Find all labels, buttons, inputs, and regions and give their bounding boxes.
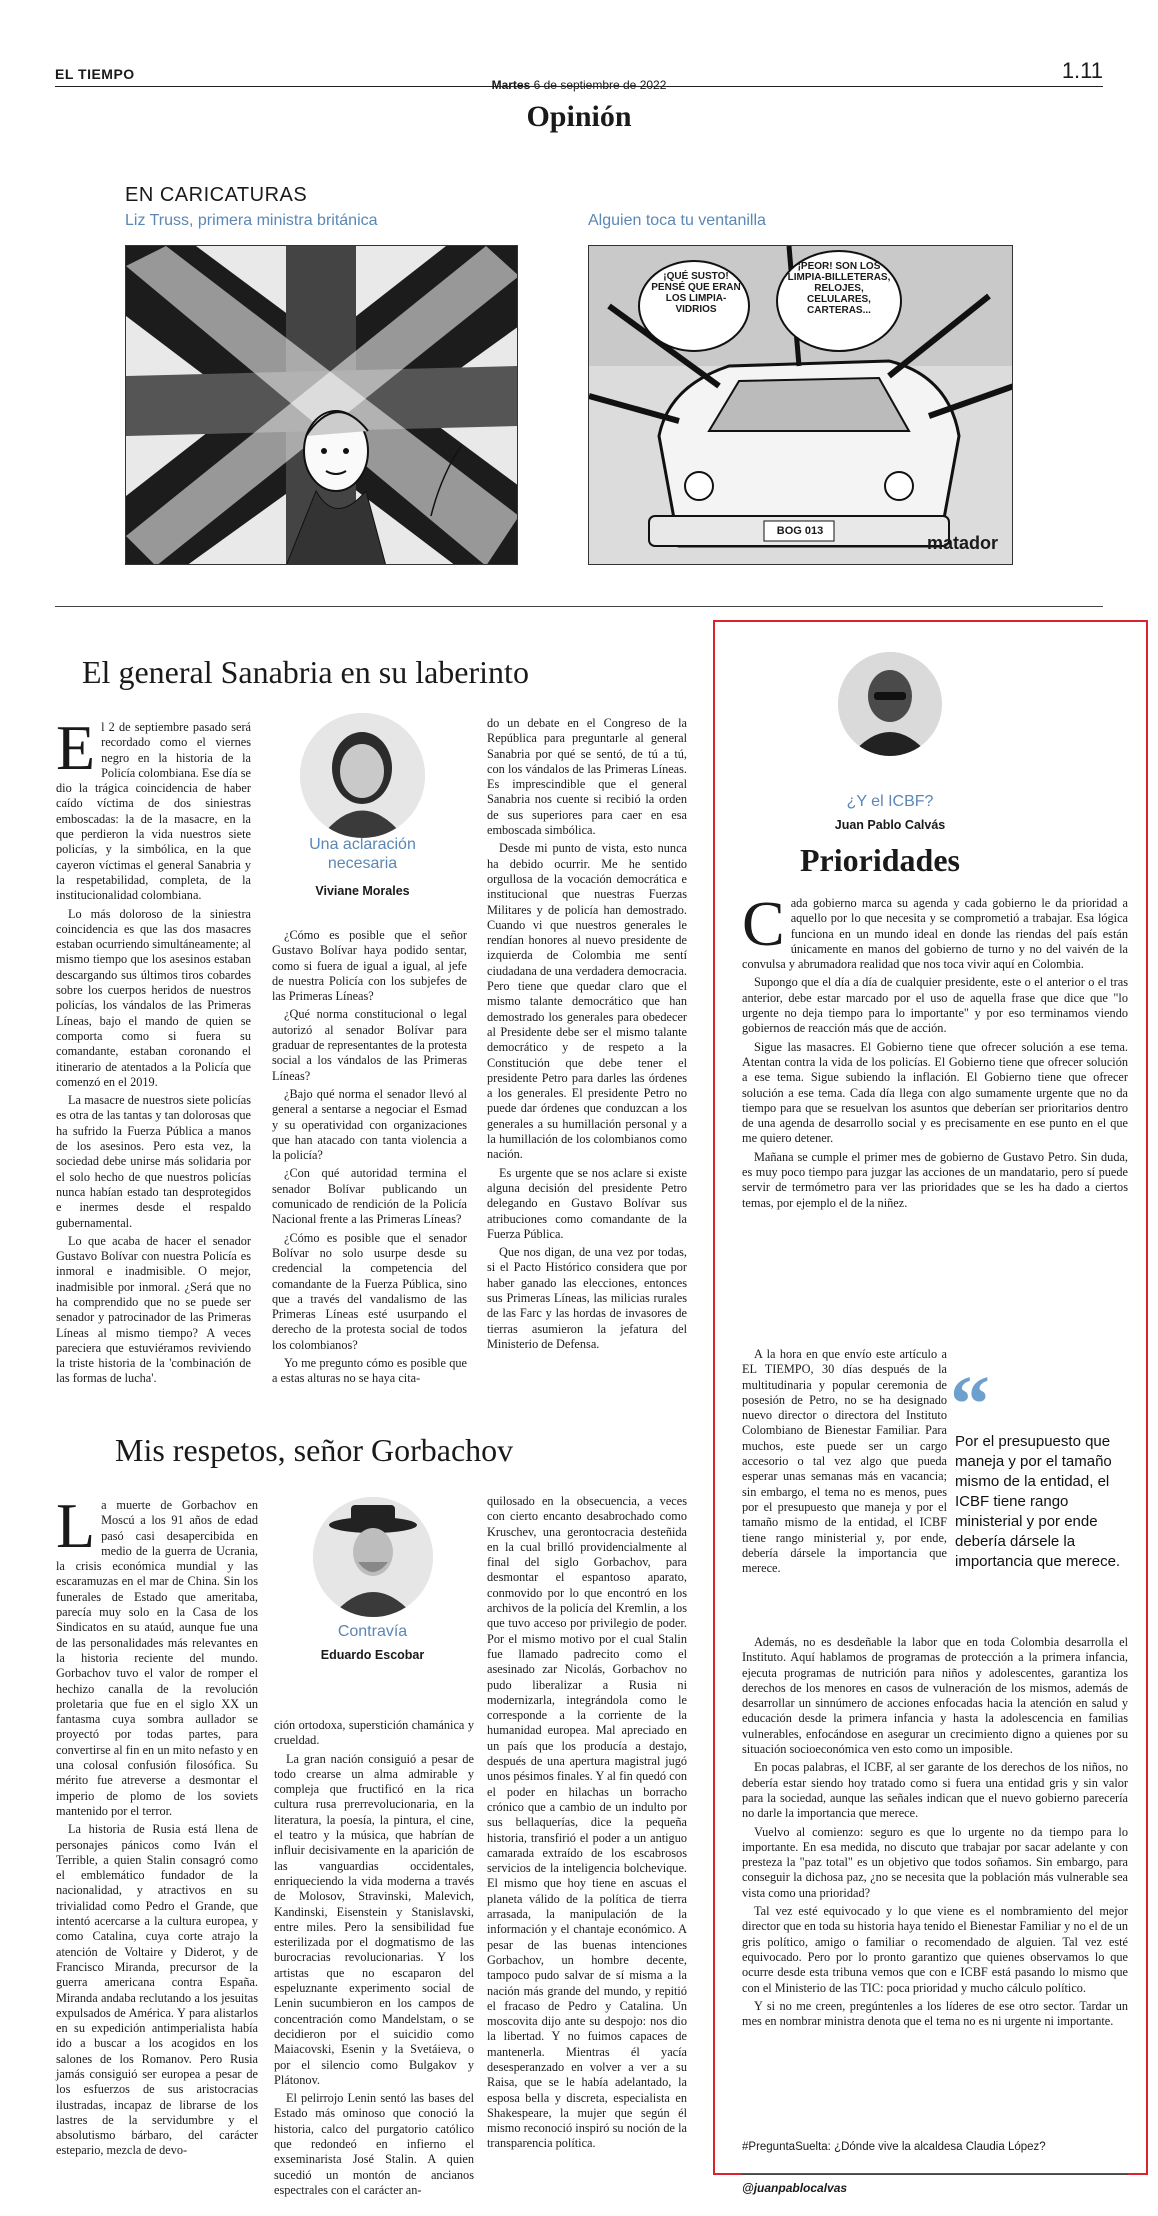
prioridades-dropcap: C [742,888,785,959]
cartoon-signature: matador [926,533,998,553]
sanabria-paragraph: Lo más doloroso de la siniestra coincidencia es que las dos masacres estaban ocurriendo simultáneamente; al mismo tiempo que los asesinos estaban descargando sus últimos tiros cobardes sobre los cuerpos heridos de nuestros policías, los vándalos de las Primeras Líneas, bajo el mando de quien se comporta como si fuera su comandante, estaban coronando el itinerario de atentados a la Policía que comenzó en el 2019. [56,906,251,1089]
sanabria-paragraph: Lo que acaba de hacer el senador Gustavo Bolívar con nuestra Policía es inmoral e inadmisible. O mejor, inadmisible por inmoral. ¿Será que no ha comprendido que no se puede ser senador y patrocinador de las Primeras Líneas al mismo tiempo? A veces pareciera que estuviéramos reviviendo la triste historia de la 'combinación de las formas de lucha'. [56,1233,251,1386]
sanabria-paragraph: l 2 de septiembre pasado será recordado como el viernes negro en la historia de la Policía colombiana. Ese día se dio la trágica coincidencia de haber caído víctima de dos siniestras emboscadas: la de la masacre, en la que perdieron la vida nuestros siete policías, y la simbólica, en la que cayeron víctimas el general Sanabria y la respetabilidad, completa, de la institucionalidad colombiana. [56,720,252,903]
prioridades-paragraph: ada gobierno marca su agenda y cada gobierno le da prioridad a aquello por lo que necesita y se comprometió a trabajar. Esa lógica funciona en un mundo ideal en donde las riendas del país están únicamente en manos del gobierno de turno y no del vaivén de la convulsa y abrumadora realidad que nos toca vivir aquí en Colombia. [742,896,1128,972]
section-title: Opinión [526,100,632,133]
sanabria-dropcap: E [56,712,96,783]
gorbachov-column-3 [487,1494,687,2155]
gorbachov-article-title: Mis respetos, señor Gorbachov [115,1432,514,1468]
sanabria-author-name: Viviane Morales [315,884,410,898]
masthead: EL TIEMPO [55,66,135,82]
gorbachov-column-name: Contravía [337,1623,408,1640]
prioridades-author-handle[interactable]: @juanpablocalvas [742,2181,848,2195]
author-portrait-icon [838,652,942,756]
prioridades-top-text [742,888,1128,1214]
sanabria-column-name: Una aclaración necesaria [309,836,416,872]
cartoon-right-image [588,245,1013,565]
prioridades-column-name: ¿Y el ICBF? [846,793,934,810]
cartoon-left-caption: Liz Truss, primera ministra británica [125,212,378,229]
prioridades-paragraph: Sigue las masacres. El Gobierno tiene que ofrecer solución a ese tema. Atentan contra la vida de los policías. El Gobierno tiene que ofrecer solución a ese tema. Sigue subiendo la inflación. El Gobierno tiene que ofrecer solución a ese tema. Cada día llega con algo sumamente urgente que no da tiempo para que se resuelvan los asuntos que deberían ser prioritarios dentro de una agenda de desarrollo social y es precisamente en ese punto en el que me quiero detener. [742,1039,1128,1146]
sanabria-author-photo [300,713,425,838]
union-jack-cartoon-illustration [126,246,518,565]
gorbachov-paragraph: La gran nación consiguió a pesar de todo crearse un alma admirable y compleja que fructificó en la rica cultura rusa prerrevolucionaria, en la literatura, la poesía, la pintura, el cine, el teatro y la música, que habrían de influir decisivamente en la aparición de las vanguardias occidentales, enriqueciendo la vida moderna a través de Molosov, Stravinski, Malevich, Kandinski, Eisenstein y Stanislavski, entre miles. Pero la sensibilidad fue esterilizada por el dogmatismo de las burocracias revolucionarias. Y los artistas que no escaparon del espeluznante experimento social de Lenin sucumbieron en los campos de concentración como Mandelstam, o se decidieron por el suicidio como Maiacovski, Esenin y la Svetáieva, o por el silencio como Bulgakov y Plátonov. [274,1751,474,2087]
author-portrait-icon [300,713,425,838]
page-number: 1.11 [1061,58,1103,83]
cartoon-divider [55,606,1103,607]
gorbachov-paragraph: ción ortodoxa, superstición chamánica y crueldad. [274,1718,474,1748]
gorbachov-column-2 [274,1718,474,2201]
gorbachov-paragraph: quilosado en la obsecuencia, a veces con cierto encanto desabrochado como Kruschev, una gerontocracia desteñida en la cual brilló providencialmente al final del siglo Gorbachov, para desmontar el espantoso aparato, conmovido por lo que encontró en los archivos de la policía del Kremlin, a los que tuvo acceso por privilegio de poder. Por el mismo motivo por el cual Stalin fue llamado padrecito como el asesinado zar Nicolás, Gorbachov no pudo liberalizar a Rusia ni modernizarla, integrándola como le corresponde a la corriente de la humanidad europea. Mal apreciado en un país que los producía a destajo, después de una apertura magistral jugó unos pésimos finales. Y al fin quedó con el poder en hilachas un borracho crónico que a cambio de un indulto por sus bellaquerías, dice la pequeña historia, transfirió el poder a un antiguo camarada extraído de los escabrosos servicios de la inteligencia bolchevique. El mismo que hoy tiene en ascuas el planeta válido de la política de tierra arrasada, la manipulación de la información y el chantaje económico. A pesar de las buenas intenciones Gorbachov, un hombre decente, tampoco pudo salvar de sí misma a la nación más grande del mundo, y repitió el fracaso de Pedro y Catalina. Un moscovita dijo ante su despojo: nos dio la libertad. Y no fuimos capaces de mantenerla. Mientras él yacía desesperanzado en volver a ver a su Raisa, que se le había adelantado, la esposa bella y discreta, especialista en Shakespeare, la mujer que según él mismo reconoció inspiró su noción de la transparencia política. [487,1494,687,2151]
prioridades-paragraph: A la hora en que envío este artículo a EL TIEMPO, 30 días después de la multitudinaria y popular ceremonia de posesión de Petro, no se ha designado nuevo director o directora del Instituto Colombiano de Bienestar Familiar. Para muchos, este puede ser un cargo accesorio o tal vez algo que pueda esperar unas semanas más en vacancia; sin embargo, el tema no es menos, pues por el presupuesto que maneja y por el tamaño mismo de la entidad, el ICBF tiene rango ministerial y, por ende, debería dársele la importancia que merece. [742,1347,947,1576]
sanabria-paragraph: Desde mi punto de vista, esto nunca ha debido ocurrir. Me he sentido orgullosa de la vocación democrática e institucional que nuestras Fuerzas Militares y de policía han demostrado. Cuando vi que nuestros generales le rendían honores al nuevo presidente de izquierda de Colombia me sentí ciudadana de una verdadera democracia. Pero tiene que quedar claro que el mismo talante democrático que han demostrado los generales para obedecer al Presidente debe ser el mismo talante democrático y de respeto a la Constitución que debe tener el presidente Petro para darles las órdenes a los generales. El presidente Petro no puede dar órdenes que conduzcan a los generales a su humillación personal y a la humillación de los colombianos como nación. [487,841,687,1162]
cartoon-license-plate: BOG 013 [776,525,824,537]
prioridades-author-photo [838,652,942,756]
sanabria-paragraph: La masacre de nuestros siete policías es otra de las tantas y tan dolorosas que ha sufrido la Fuerza Pública a manos de los asesinos. Pero esta vez, la sociedad debe unirse más solidaria por el solo hecho de que nuestros policías nunca habían estado tan desprotegidos e inermes desde el respaldo gubernamental. [56,1093,251,1230]
prioridades-bottom-text [742,1635,1128,2032]
prioridades-footer-rule [742,2174,1128,2175]
header-rule [55,86,1103,87]
cartoon-right-caption: Alguien toca tu ventanilla [588,212,766,229]
prioridades-footer-question: #PreguntaSuelta: ¿Dónde vive la alcaldesa Claudia López? [742,2141,1046,2153]
prioridades-narrow-text [742,1347,947,1579]
sanabria-column-2 [272,928,467,1390]
sanabria-paragraph: ¿Cómo es posible que el señor Gustavo Bolívar haya podido sentar, como si fuera de igual a igual, al jefe de nuestra Policía con los subjefes de las Primeras Líneas? [272,928,467,1004]
quote-mark-icon: “ [950,1361,990,1449]
sanabria-paragraph: ¿Bajo qué norma el senador llevó al general a sentarse a negociar el Esmad y su operatividad con organizaciones que han atacado con tanta violencia a la policía? [272,1086,467,1163]
author-portrait-icon [313,1497,433,1617]
prioridades-pull-quote: Por el presupuesto que maneja y por el tamaño mismo de la entidad, el ICBF tiene rango ministerial y por ende debería dársele la importancia que merece. [955,1433,1121,1570]
gorbachov-paragraph: El pelirrojo Lenin sentó las bases del Estado más ominoso que conoció la historia, calco del purgatorio católico que redondeó en infierno el exseminarista José Stalin. A quien sucedió un montón de ancianos espectrales con el carácter an- [274,2091,474,2197]
date-rest: 6 de septiembre de 2022 [533,78,667,92]
prioridades-author-name: Juan Pablo Calvás [834,818,946,832]
cartoon-speech-bubble-1: ¡QUÉ SUSTO! PENSÉ QUE ERAN LOS LIMPIA-VIDRIOS [651,271,741,315]
sanabria-paragraph: ¿Con qué autoridad termina el senador Bolívar publicando un comunicado de rendición de la Policía Nacional frente a las Primeras Líneas? [272,1166,467,1227]
sanabria-paragraph: Que nos digan, de una vez por todas, si el Pacto Histórico considera que por haber ganado las elecciones, entonces sus Primeras Líneas, las milicias rurales de las Farc y las hordas de invasores de tierras asumieron la jefatura del Ministerio de Defensa. [487,1245,687,1351]
prioridades-article-title: Prioridades [800,842,960,878]
prioridades-paragraph: Supongo que el día a día de cualquier presidente, este o el anterior o el tras anterior, debe estar marcado por el uso de aquella frase que dice que "lo urgente no deja tiempo para lo importante" y por eso terminamos viendo gobiernos de reacción más que de acción. [742,975,1128,1036]
gorbachov-author-name: Eduardo Escobar [320,1648,425,1662]
prioridades-paragraph: En pocas palabras, el ICBF, al ser garante de los derechos de los niños, no debería estar siendo hoy tratado como si fuera una entidad gris y sin valor para la sociedad, aunque las señales indican que el nuevo gobierno parecería no darle la importancia que merece. [742,1760,1128,1821]
sanabria-paragraph: do un debate en el Congreso de la República para preguntarle al general Sanabria por qué se sentó, de tú a tú, con los vándalos de las Primeras Líneas. Es imprescindible que el general Sanabria nos cuente si recibió la orden de sus superiores para caer en esa emboscada simbólica. [487,716,687,838]
prioridades-paragraph: Y si no me creen, pregúntenles a los líderes de ese otro sector. Tardar un mes en nombrar ministra denota que el tema no es ni urgente ni importante. [742,1998,1128,2029]
prioridades-paragraph: Tal vez esté equivocado y lo que viene es el nombramiento del mejor director que en toda su historia haya tenido el Bienestar Familiar y no el de un gris político, amigo o familiar o recomendado de alguien. Tal vez esté equivocado. Pero por lo pronto garantizo que quienes observamos lo que ocurre desde esta tribuna vemos que con e ICBF está pasando lo mismo que con el Ministerio de las TIC: poca prioridad y mucho cálculo político. [742,1904,1128,1995]
sanabria-paragraph: Es urgente que se nos aclare si existe alguna decisión del presidente Petro delegando en Gustavo Bolívar sus atribuciones como comandante de la Fuerza Pública. [487,1165,687,1241]
date-day: Martes [491,78,531,92]
gorbachov-dropcap: L [56,1490,96,1561]
cartoons-kicker: EN CARICATURAS [125,184,308,206]
cartoon-left-image [125,245,518,565]
prioridades-paragraph: Mañana se cumple el primer mes de gobierno de Gustavo Petro. Sin duda, es muy poco tiempo para juzgar las acciones de un mandatario, pero sí puede servir de termómetro para ver las prioridades que se les ha dado a ciertos temas, por ejemplo el de la niñez. [742,1149,1128,1210]
sanabria-article-title: El general Sanabria en su laberinto [82,654,529,690]
dateline [0,78,1158,92]
gorbachov-author-photo [313,1497,433,1617]
prioridades-paragraph: Además, no es desdeñable la labor que en toda Colombia desarrolla el Instituto. Aquí hablamos de programas de protección a la primera infancia, ejecuta programas de nutrición para niños y adolescentes, garantiza los derechos de los menores en casos de vulneración de los mismos, además de desarrollar un sinnúmero de acciones enfocadas hacia la atención en salud y educación desde la primera infancia y hasta la adolescencia en familias vulnerables, enfocándose en asegurar un crecimiento digno a quienes por su situación socioeconómica ven esto como un imposible. [742,1635,1128,1757]
cartoon-speech-bubble-2: ¡PEOR! SON LOS LIMPIA-BILLETERAS, RELOJES, CELULARES, CARTERAS... [787,261,891,316]
gorbachov-column-1 [56,1490,258,2162]
gorbachov-paragraph: La historia de Rusia está llena de personajes pánicos como Iván el Terrible, a quien Stalin consagró como el emblemático fundador de la nacionalidad, y atractivos en su trivialidad como Pedro el Grande, que intentó acercarse a la cultura europea, y como Catalina, cuya corte atrajo la atención de Voltaire y Diderot, y de Francisco Miranda, precursor de la guerra americana contra España. Miranda andaba reclutando a los jesuitas expulsados de América. Y para alistarlos en su expedición antimperialista había ido a buscar a los acogidos en los salones de los Romanov. Pero Rusia jamás consiguió ser europea a pesar de los esfuerzos de sus aristocracias ilustradas, incapaz de librarse de los lastres de la servidumbre y el absolutismo bárbaro, del carácter estepario, mezcla de devo- [56,1822,258,2158]
sanabria-paragraph: ¿Cómo es posible que el senador Bolívar no solo usurpe desde su credencial la competencia del comandante de la Fuerza Pública, sino que a través del vandalismo de las Primeras Líneas esté usurpando el derecho de la protesta social de todos los colombianos? [272,1230,467,1352]
sanabria-paragraph: ¿Qué norma constitucional o legal autorizó al senador Bolívar para graduar de representantes de la protesta social a los vándalos de las Primeras Líneas? [272,1007,467,1083]
prioridades-paragraph: Vuelvo al comienzo: seguro es que lo urgente no da tiempo para lo importante. En esa medida, no discuto que trabajar por sacar adelante y con presteza la "paz total" es un objetivo que todos soñamos. Sin embargo, para conseguir la dichosa paz, ¿no se necesita que la población más vulnerable sea vista como una prioridad? [742,1824,1128,1900]
sanabria-paragraph: Yo me pregunto cómo es posible que a estas alturas no se haya cita- [272,1356,467,1386]
sanabria-column-3 [487,716,687,1355]
sanabria-column-1 [56,712,252,1390]
gorbachov-paragraph: a muerte de Gorbachov en Moscú a los 91 años de edad pasó casi desapercibida en medio de la guerra de Ucrania, la crisis económica mundial y las escaramuzas en el mar de China. Sin los funerales de Estado que ameritaba, parecía muy solo en la Casa de los Sindicatos en su ataúd, aunque fue una de las personalidades más relevantes en la historia reciente del mundo. Gorbachov tuvo el valor de romper el hechizo canalla de la revolución proletaria que fue en el siglo XX un fantasma cuya sombra aullador se proyectó por todas partes, para convertirse al fin en un mito nefasto y en una colosal confusión filosófica. Su mérito fue atreverse a desmontar el imperio de plomo de los soviets mantenido por el terror. [56,1498,258,1818]
